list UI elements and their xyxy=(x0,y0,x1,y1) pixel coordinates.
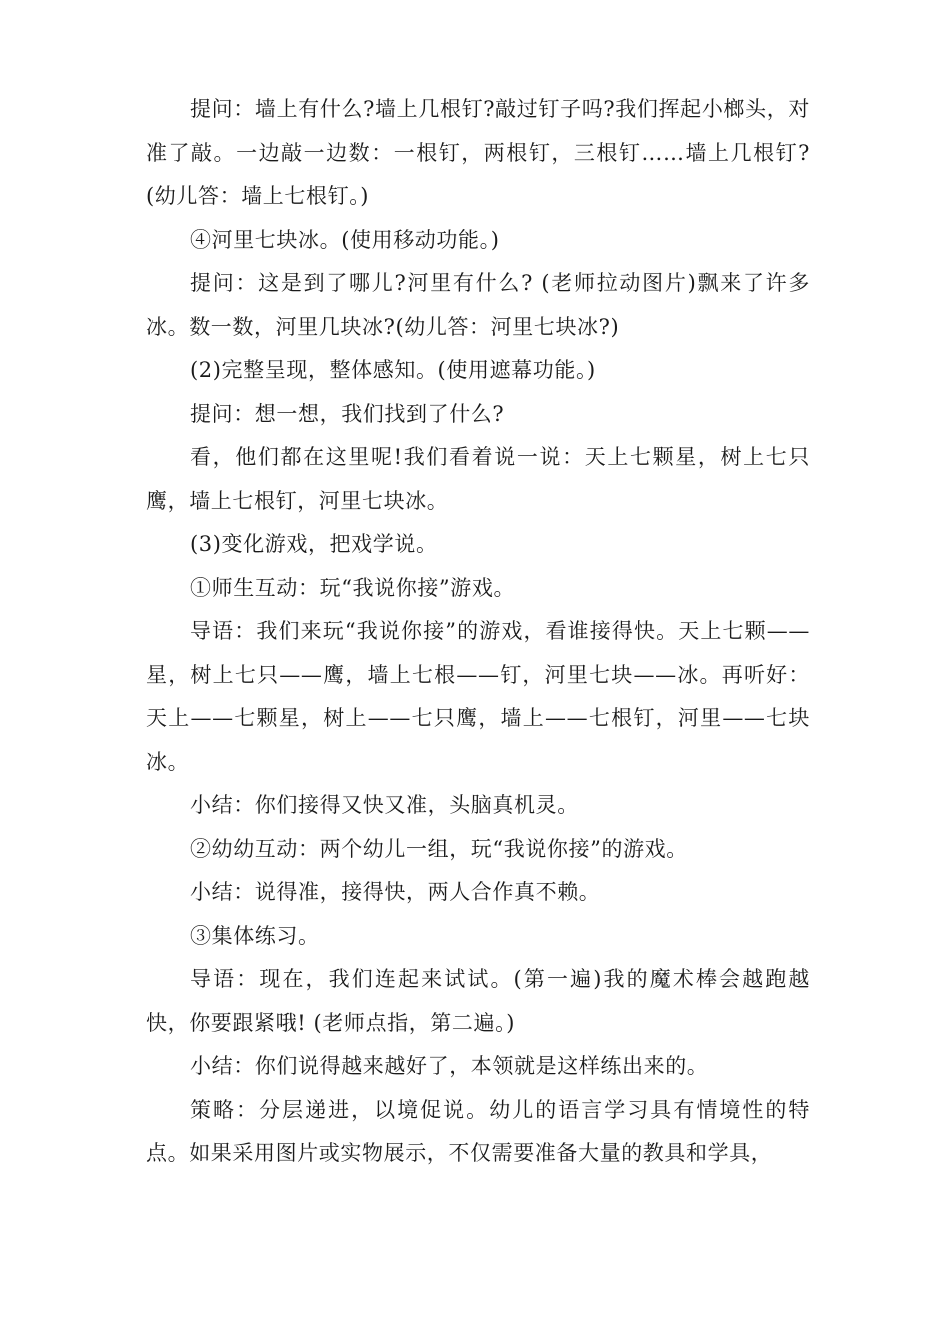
paragraph-5: 提问：想一想，我们找到了什么? xyxy=(190,401,505,426)
paragraph-1: 提问：墙上有什么?墙上几根钉?敲过钉子吗?我们挥起小榔头，对准了敲。一边敲一边数：一根钉，两根钉，三根钉……墙上几根钉?(幼儿答：墙上七根钉。) xyxy=(146,97,810,208)
paragraph-3: 提问：这是到了哪儿?河里有什么? (老师拉动图片)飘来了许多冰。数一数，河里几块冰?(幼儿答：河里七块冰?) xyxy=(146,271,810,339)
paragraph-2: ④河里七块冰。(使用移动功能。) xyxy=(190,227,500,252)
paragraph-7: (3)变化游戏，把戏学说。 xyxy=(190,532,438,556)
paragraph-6: 看，他们都在这里呢!我们看着说一说：天上七颗星，树上七只鹰，墙上七根钉，河里七块冰。 xyxy=(146,445,810,513)
paragraph-8: ①师生互动：玩“我说你接”游戏。 xyxy=(190,575,516,600)
paragraph-13: ③集体练习。 xyxy=(190,923,320,948)
paragraph-9: 导语：我们来玩“我说你接”的游戏，看谁接得快。天上七颗——星，树上七只——鹰，墙上七根——钉，河里七块——冰。再听好：天上——七颗星，树上——七只鹰，墙上——七根钉，河里——七块冰。 xyxy=(146,619,810,774)
paragraph-10: 小结：你们接得又快又准，头脑真机灵。 xyxy=(190,793,579,817)
paragraph-16: 策略：分层递进，以境促说。幼儿的语言学习具有情境性的特点。如果采用图片或实物展示，不仅需要准备大量的教具和学具， xyxy=(146,1097,810,1165)
document-body xyxy=(146,88,810,1176)
paragraph-11: ②幼幼互动：两个幼儿一组，玩“我说你接”的游戏。 xyxy=(190,836,688,861)
paragraph-14: 导语：现在，我们连起来试试。(第一遍)我的魔术棒会越跑越快，你要跟紧哦! (老师点指，第二遍。) xyxy=(146,967,810,1035)
paragraph-4: (2)完整呈现，整体感知。(使用遮幕功能。) xyxy=(190,358,596,382)
paragraph-12: 小结：说得准，接得快，两人合作真不赖。 xyxy=(190,880,601,904)
paragraph-15: 小结：你们说得越来越好了，本领就是这样练出来的。 xyxy=(190,1054,709,1078)
